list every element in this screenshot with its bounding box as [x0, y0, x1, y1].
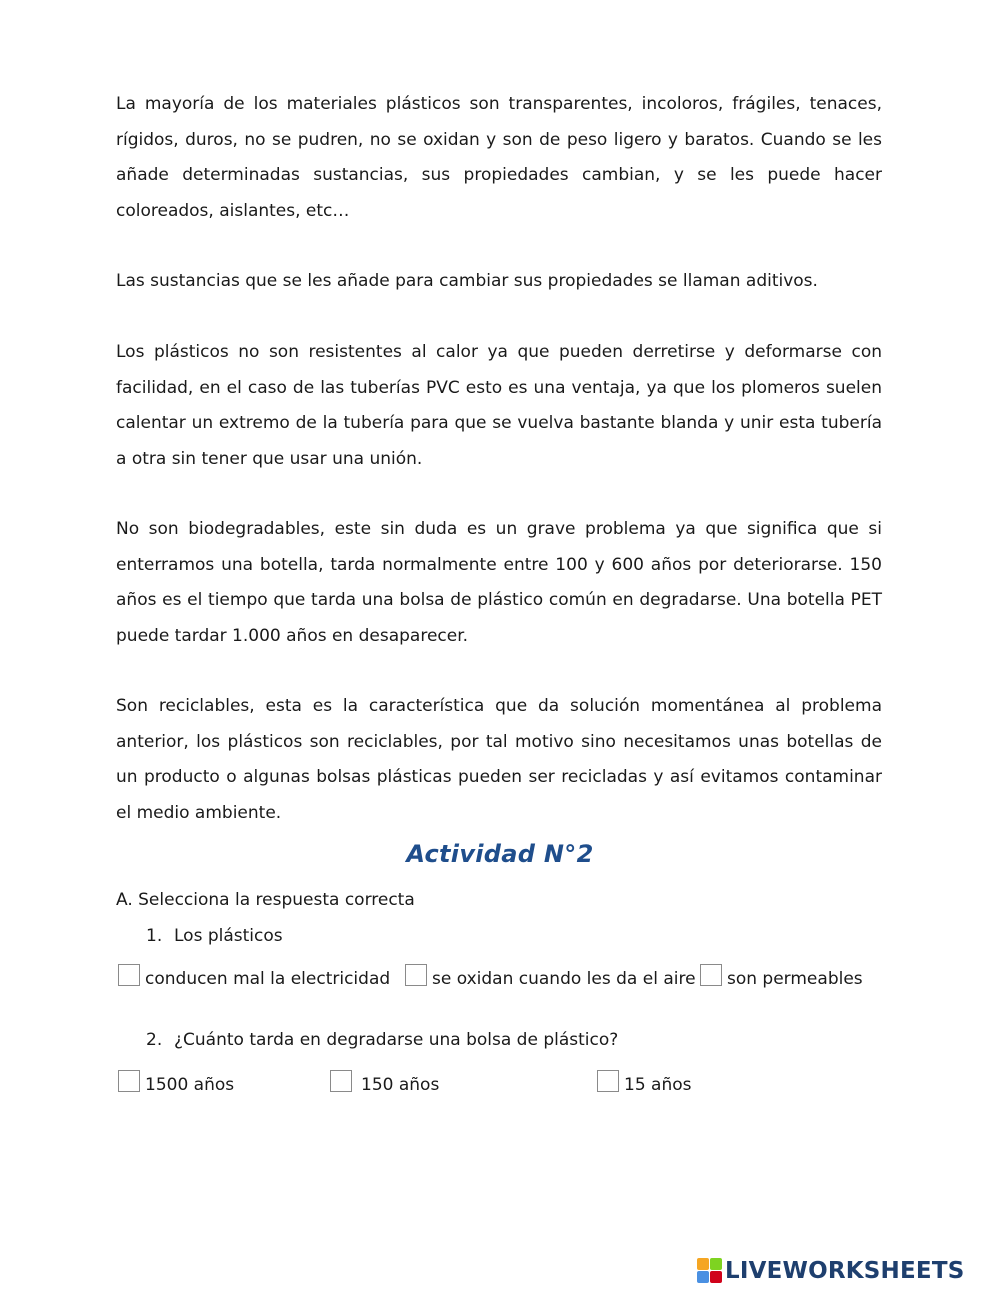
q1-option-3-label[interactable]: son permeables	[727, 969, 863, 989]
paragraph-heat: Los plásticos no son resistentes al calor ya que pueden derretirse y deformarse con facilidad, en el caso de las tuberías PVC esto es una ventaja, ya que los plomeros suelen calentar un extremo de la tubería para que se vuelva bastante blanda y unir esta tubería a otra sin tener que usar una unión.	[116, 342, 882, 469]
paragraph-properties: La mayoría de los materiales plásticos son transparentes, incoloros, frágiles, tenaces, rígidos, duros, no se pudren, no se oxidan y son de peso ligero y baratos. Cuando se les añade determinadas sustancias, sus propiedades cambian, y se les puede hacer coloreados, aislantes, etc…	[116, 94, 882, 221]
activity-instruction: A. Selecciona la respuesta correcta	[116, 890, 415, 910]
question-2-text: ¿Cuánto tarda en degradarse una bolsa de plástico?	[174, 1030, 619, 1050]
q2-option-2-label[interactable]: 150 años	[361, 1075, 440, 1095]
liveworksheets-logo	[697, 1257, 964, 1285]
liveworksheets-logo-icon	[697, 1258, 723, 1284]
q1-option-2-checkbox[interactable]	[405, 964, 427, 986]
question-1-number: 1.	[146, 926, 163, 946]
logo-square-2	[710, 1258, 722, 1270]
question-1-text: Los plásticos	[174, 926, 283, 946]
q2-option-2-checkbox[interactable]	[330, 1070, 352, 1092]
paragraph-biodegradable: No son biodegradables, este sin duda es un grave problema ya que significa que si enterramos una botella, tarda normalmente entre 100 y 600 años por deteriorarse. 150 años es el tiempo que tarda una bolsa de plástico común en degradarse. Una botella PET puede tardar 1.000 años en desaparecer.	[116, 519, 882, 646]
question-2	[146, 1030, 618, 1050]
q2-option-1-checkbox[interactable]	[118, 1070, 140, 1092]
logo-square-4	[710, 1271, 722, 1283]
q2-option-3-checkbox[interactable]	[597, 1070, 619, 1092]
logo-square-3	[697, 1271, 709, 1283]
paragraph-additives: Las sustancias que se les añade para cambiar sus propiedades se llaman aditivos.	[116, 271, 818, 291]
q1-option-3-checkbox[interactable]	[700, 964, 722, 986]
logo-square-1	[697, 1258, 709, 1270]
q1-option-1-checkbox[interactable]	[118, 964, 140, 986]
q2-option-1-label[interactable]: 1500 años	[145, 1075, 235, 1095]
activity-title: Actividad N°2	[406, 840, 594, 868]
q1-option-2-label[interactable]: se oxidan cuando les da el aire	[432, 969, 696, 989]
question-2-number: 2.	[146, 1030, 163, 1050]
liveworksheets-logo-text: LIVEWORKSHEETS	[725, 1258, 965, 1284]
q2-option-3-label[interactable]: 15 años	[624, 1075, 692, 1095]
paragraph-recyclable: Son reciclables, esta es la característica que da solución momentánea al problema anterior, los plásticos son reciclables, por tal motivo sino necesitamos unas botellas de un producto o algunas bolsas plásticas pueden ser recicladas y así evitamos contaminar el medio ambiente.	[116, 696, 882, 823]
q1-option-1-label[interactable]: conducen mal la electricidad	[145, 969, 391, 989]
question-1	[146, 926, 283, 946]
